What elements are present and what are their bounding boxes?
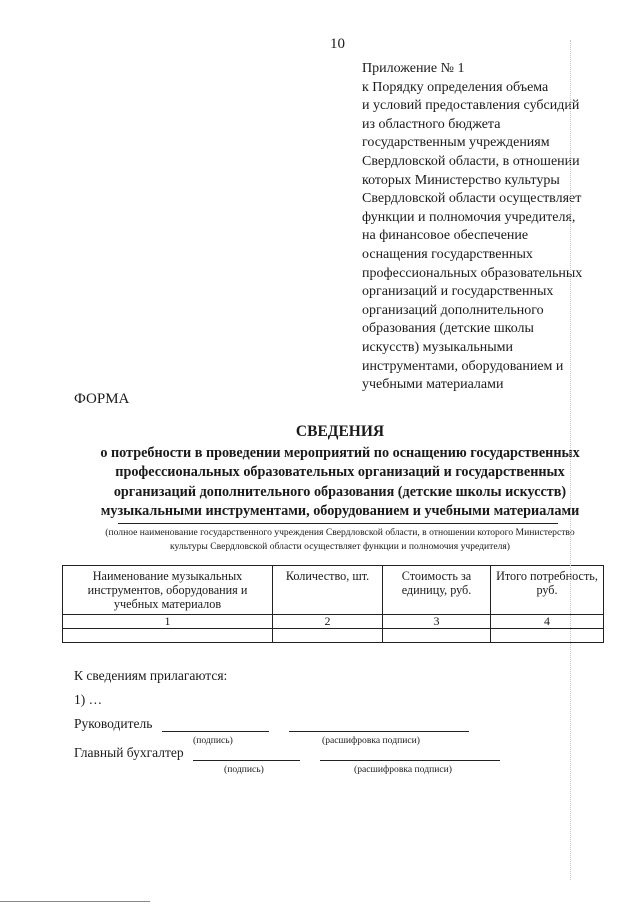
appendix-line: государственным учреждениям bbox=[362, 135, 550, 151]
subtitle-line: музыкальными инструментами, оборудованием и учебными материалами bbox=[100, 503, 580, 520]
appendix-line: инструментами, оборудованием и bbox=[362, 358, 564, 374]
accountant-signature-line[interactable] bbox=[193, 760, 300, 761]
column-number: 2 bbox=[273, 615, 383, 629]
appendix-line: организаций дополнительного bbox=[362, 302, 544, 318]
appendix-line: Свердловской области, в отношении bbox=[362, 153, 580, 169]
scan-edge-mark bbox=[570, 40, 571, 880]
table-row bbox=[63, 629, 604, 643]
head-signature-line[interactable] bbox=[162, 731, 269, 732]
appendix-line: и условий предоставления субсидий bbox=[362, 98, 580, 114]
table-cell[interactable] bbox=[383, 629, 491, 643]
header-cell-name: Наименование музыкальных инструментов, оборудования и учебных материалов bbox=[63, 566, 273, 615]
table-column-numbers-row bbox=[63, 615, 604, 629]
subtitle-line: о потребности в проведении мероприятий по оснащению государственных bbox=[100, 445, 580, 461]
accountant-label: Главный бухгалтер bbox=[74, 745, 184, 760]
appendix-line: Приложение № 1 bbox=[362, 61, 465, 76]
appendix-line: образования (детские школы bbox=[362, 321, 534, 337]
head-decoding-line[interactable] bbox=[289, 731, 469, 732]
appendix-block bbox=[362, 60, 632, 395]
head-signature-caption: (подпись) bbox=[193, 735, 233, 746]
appendix-line: учебными материалами bbox=[362, 377, 504, 393]
column-number: 1 bbox=[63, 615, 273, 629]
appendix-line: Свердловской области осуществляет bbox=[362, 191, 582, 207]
appendix-line: функции и полномочия учредителя, bbox=[362, 209, 576, 225]
caption-line: культуры Свердловской области осуществляет функции и полномочия учредителя) bbox=[170, 540, 510, 552]
caption-line: (полное наименование государственного учреждения Свердловской области, в отношении которого Министерство bbox=[105, 527, 575, 538]
appendix-line: на финансовое обеспечение bbox=[362, 228, 529, 244]
needs-table bbox=[62, 565, 604, 643]
table-header-row bbox=[63, 566, 604, 615]
institution-name-line[interactable] bbox=[118, 523, 558, 524]
scan-bottom-mark bbox=[0, 901, 150, 902]
accountant-signature-caption: (подпись) bbox=[224, 764, 264, 775]
document-title: СВЕДЕНИЯ bbox=[295, 423, 385, 440]
attachments-label: К сведениям прилагаются: bbox=[74, 668, 228, 683]
subtitle-line: профессиональных образовательных организаций и государственных bbox=[115, 464, 565, 481]
header-cell-quantity: Количество, шт. bbox=[273, 566, 383, 615]
column-number: 3 bbox=[383, 615, 491, 629]
subtitle-line: организаций дополнительного образования (детские школы искусств) bbox=[113, 483, 567, 500]
head-label: Руководитель bbox=[74, 716, 153, 731]
appendix-line: к Порядку определения объема bbox=[362, 79, 549, 95]
table-cell[interactable] bbox=[273, 629, 383, 643]
header-cell-unit-cost: Стоимость за единицу, руб. bbox=[383, 566, 491, 615]
column-number: 4 bbox=[491, 615, 604, 629]
appendix-line: профессиональных образовательных bbox=[362, 265, 583, 281]
appendix-line: которых Министерство культуры bbox=[362, 172, 560, 188]
document-subtitle bbox=[60, 444, 620, 522]
head-decoding-caption: (расшифровка подписи) bbox=[322, 735, 420, 746]
table-cell[interactable] bbox=[491, 629, 604, 643]
appendix-line: искусств) музыкальными bbox=[362, 339, 513, 355]
header-cell-total: Итого потребность, руб. bbox=[491, 566, 604, 615]
page-number: 10 bbox=[330, 36, 345, 52]
appendix-line: оснащения государственных bbox=[362, 246, 533, 262]
accountant-decoding-caption: (расшифровка подписи) bbox=[354, 764, 452, 775]
appendix-line: из областного бюджета bbox=[362, 116, 501, 132]
form-label: ФОРМА bbox=[74, 391, 130, 407]
institution-caption bbox=[60, 526, 620, 553]
appendix-line: организаций и государственных bbox=[362, 284, 554, 300]
accountant-decoding-line[interactable] bbox=[320, 760, 500, 761]
table-cell[interactable] bbox=[63, 629, 273, 643]
attachment-item: 1) … bbox=[74, 692, 103, 707]
